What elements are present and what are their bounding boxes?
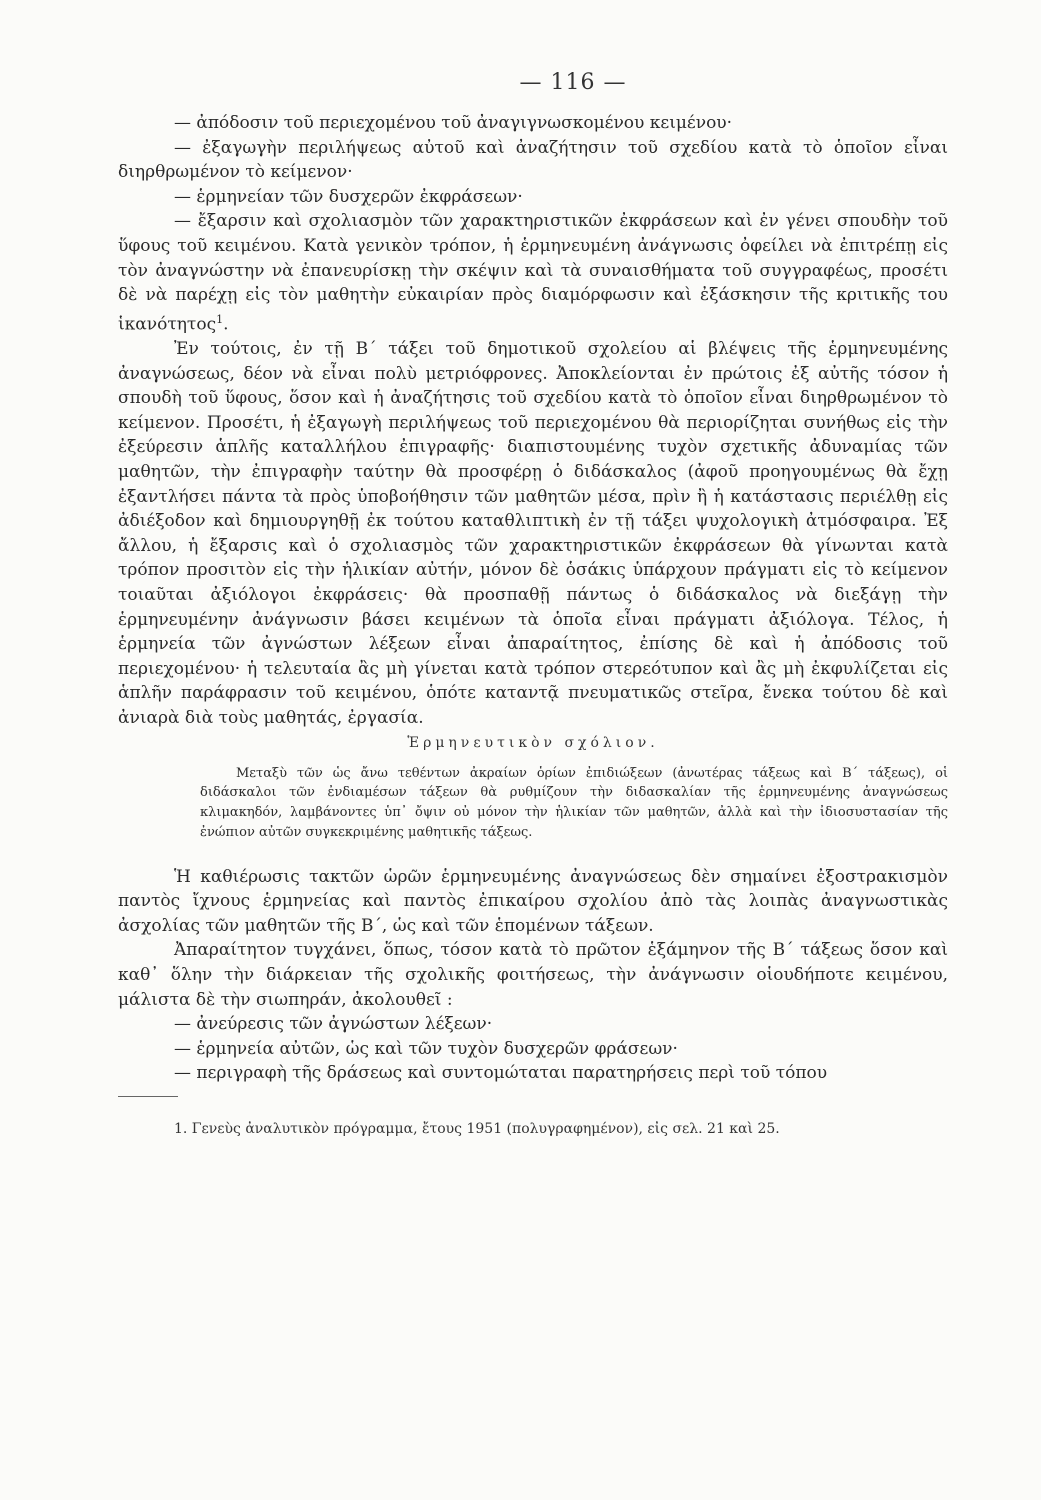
- footnote-marker: 1: [216, 312, 224, 326]
- list-item-interpretation: — ἑρμηνείαν τῶν δυσχερῶν ἐκφράσεων·: [174, 186, 523, 207]
- section-heading-comment: Ἑρμηνευτικὸν σχόλιον.: [407, 734, 659, 751]
- paragraph-b-class: Ἐν τούτοις, ἐν τῇ Β΄ τάξει τοῦ δημοτικοῦ σχολείου αἱ βλέψεις τῆς ἑρμηνευμένης ἀναγνώσεως, δέον νὰ εἶναι πολὺ μετριόφρονες. Ἀποκλείονται ἐν πρώτοις ἐξ αὐτῆς τόσον ἡ σπουδὴ τοῦ ὕφους, ὅσον καὶ ἡ ἀναζήτησις τοῦ σχεδίου κατὰ τὸ ὁποῖον εἶναι διηρθρωμένον τὸ κείμενον. Προσέτι, ἡ ἐξαγωγὴ περιλήψεως τοῦ περιεχομένου θὰ περιορίζηται συνήθως εἰς τὴν ἐξεύρεσιν ἁπλῆς καταλλήλου ἐπιγραφῆς· διαπιστουμένης τυχὸν σχετικῆς ἀδυναμίας τῶν μαθητῶν, τὴν ἐπιγραφὴν ταύτην θὰ προσφέρῃ ὁ διδάσκαλος (ἀφοῦ προηγουμένως θὰ ἔχῃ ἐξαντλήσει πάντα τὰ πρὸς ὑποβοήθησιν τῶν μαθητῶν μέσα, πρὶν ἢ ἡ κατάστασις περιέλθῃ εἰς ἀδιέξοδον καὶ δημιουργηθῇ ἐκ τούτου καταθλιπτικὴ ἐν τῇ τάξει ψυχολογικὴ ἀτμόσφαιρα. Ἐξ ἄλλου, ἡ ἔξαρσις καὶ ὁ σχολιασμὸς τῶν χαρακτηριστικῶν ἐκφράσεων θὰ γίνωνται κατὰ τρόπον προσιτὸν εἰς τὴν ἡλικίαν αὐτήν, μόνον δὲ ὁσάκις ὑπάρχουν πράγματι εἰς τὸ κείμενον τοιαῦται ἀξιόλογοι ἐκφράσεις· θὰ προσπαθῇ πάντως ὁ διδάσκαλος νὰ διεξάγῃ τὴν ἑρμηνευμένην ἀνάγνωσιν βάσει κειμένων τὰ ὁποῖα εἶναι πράγματι ἀξιόλογα. Τέλος, ἡ ἑρμηνεία τῶν ἀγνώστων λέξεων εἶναι ἀπαραίτητος, ἐπίσης δὲ καὶ ἡ ἀπόδοσις τοῦ περιεχομένου· ἡ τελευταία ἂς μὴ γίνεται κατὰ τρόπον στερεότυπον καὶ ἂς μὴ ἐκφυλίζεται εἰς ἁπλῆν παράφρασιν τοῦ κειμένου, ὁπότε καταντᾷ πνευματικῶς στεῖρα, ἔνεκα τούτου δὲ καὶ ἀνιαρὰ διὰ τοὺς μαθητάς, ἐργασία.: [118, 339, 948, 728]
- comment-block: Μεταξὺ τῶν ὡς ἄνω τεθέντων ἀκραίων ὁρίων ἐπιδιώξεων (ἀνωτέρας τάξεως καὶ Β΄ τάξεως), οἱ διδάσκαλοι τῶν ἐνδιαμέσων τάξεων θὰ ρυθμίζουν τὴν διδασκαλίαν τῆς ἑρμηνευμένης ἀναγνώσεως κλιμακηδόν, λαμβάνοντες ὑπ᾽ ὄψιν οὐ μόνον τὴν ἡλικίαν τῶν μαθητῶν, ἀλλὰ καὶ τὴν ἰδιοσυστασίαν τῆς ἐνώπιον αὐτῶν συγκεκριμένης μαθητικῆς τάξεως.: [200, 765, 948, 840]
- list-item-summary: — ἐξαγωγὴν περιλήψεως αὐτοῦ καὶ ἀναζήτησιν τοῦ σχεδίου κατὰ τὸ ὁποῖον εἶναι διηρθρωμένον τὸ κείμενον·: [118, 137, 948, 183]
- paragraph-hours: Ἡ καθιέρωσις τακτῶν ὡρῶν ἑρμηνευμένης ἀναγνώσεως δὲν σημαίνει ἐξοστρακισμὸν παντὸς ἴχνους ἑρμηνείας καὶ παντὸς ἐπικαίρου σχολίου ἀπὸ τὰς λοιπὰς ἀναγνωστικὰς ἀσχολίας τῶν μαθητῶν τῆς Β΄, ὡς καὶ τῶν ἑπομένων τάξεων.: [118, 866, 948, 936]
- list-item-emphasis-text: — ἔξαρσιν καὶ σχολιασμὸν τῶν χαρακτηριστικῶν ἐκφράσεων καὶ ἐν γένει σπουδὴν τοῦ ὕφους τοῦ κειμένου. Κατὰ γενικὸν τρόπον, ἡ ἑρμηνευμένη ἀνάγνωσις ὀφείλει νὰ ἐπιτρέπῃ εἰς τὸν ἀναγνώστην νὰ ἐπανευρίσκῃ τὴν σκέψιν καὶ τὰ συναισθήματα τοῦ συγγραφέως, προσέτι δὲ νὰ παρέχῃ εἰς τὸν μαθητὴν εὐκαιρίαν πρὸς διαμόρφωσιν καὶ ἐξάσκησιν τῆς κριτικῆς του ἱκανότητος: [118, 211, 948, 335]
- list-item-description: — περιγραφὴ τῆς δράσεως καὶ συντομώταται παρατηρήσεις περὶ τοῦ τόπου: [174, 1063, 828, 1084]
- page-number: — 116 —: [519, 70, 627, 95]
- document-page: [118, 70, 948, 1139]
- footnote-divider: [118, 1096, 178, 1097]
- list-item-emphasis: — ἔξαρσιν καὶ σχολιασμὸν τῶν χαρακτηριστικῶν ἐκφράσεων καὶ ἐν γένει σπουδὴν τοῦ ὕφους τοῦ κειμένου. Κατὰ γενικὸν τρόπον, ἡ ἑρμηνευμένη ἀνάγνωσις ὀφείλει νὰ ἐπιτρέπῃ εἰς τὸν ἀναγνώστην νὰ ἐπανευρίσκῃ τὴν σκέψιν καὶ τὰ συναισθήματα τοῦ συγγραφέως, προσέτι δὲ νὰ παρέχῃ εἰς τὸν μαθητὴν εὐκαιρίαν πρὸς διαμόρφωσιν καὶ ἐξάσκησιν τῆς κριτικῆς του ἱκανότητος$^1$.: [118, 211, 948, 335]
- paragraph-necessary: Ἀπαραίτητον τυγχάνει, ὅπως, τόσον κατὰ τὸ πρῶτον ἑξάμηνον τῆς Β΄ τάξεως ὅσον καὶ καθ᾽ ὅλην τὴν διάρκειαν τῆς σχολικῆς φοιτήσεως, τὴν ἀνάγνωσιν οἱουδήποτε κειμένου, μάλιστα δὲ τὴν σιωπηράν, ἀκολουθεῖ :: [118, 940, 948, 1010]
- list-item-unknown-words: — ἀνεύρεσις τῶν ἀγνώστων λέξεων·: [174, 1014, 493, 1035]
- list-item-delivery: — ἀπόδοσιν τοῦ περιεχομένου τοῦ ἀναγιγνωσκομένου κειμένου·: [174, 113, 733, 133]
- list-item-phrases: — ἑρμηνεία αὐτῶν, ὡς καὶ τῶν τυχὸν δυσχερῶν φράσεων·: [174, 1038, 678, 1059]
- footnote: 1. Γενεὺς ἀναλυτικὸν πρόγραμμα, ἔτους 1951 (πολυγραφημένον), εἰς σελ. 21 καὶ 25.: [174, 1121, 780, 1138]
